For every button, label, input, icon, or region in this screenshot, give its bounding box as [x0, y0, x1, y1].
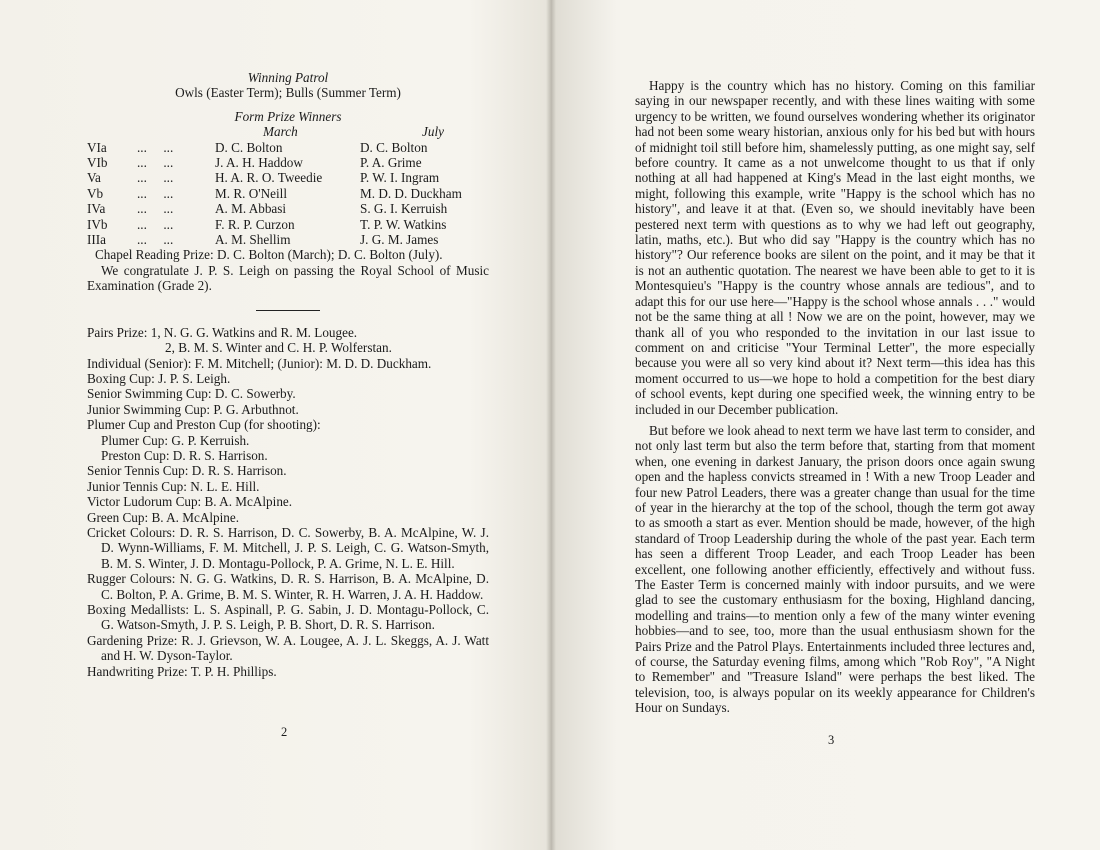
gardening-prize: Gardening Prize: R. J. Grievson, W. A. Lougee, A. J. L. Skeggs, A. J. Watt and H. W. Dyson-Taylor. [87, 632, 489, 664]
dots-cell: ... ... [137, 139, 174, 155]
handwriting-prize: Handwriting Prize: T. P. H. Phillips. [87, 663, 277, 679]
rugger-colours: Rugger Colours: N. G. G. Watkins, D. R. S. Harrison, B. A. McAlpine, D. C. Bolton, P. A. Grime, B. M. S. Winter, R. H. Warren, J. A. H. Haddow. [87, 571, 489, 602]
march-winner: J. A. H. Haddow [215, 155, 303, 171]
plumer-cup: Plumer Cup: G. P. Kerruish. [101, 432, 250, 448]
junior-swimming-cup: Junior Swimming Cup: P. G. Arbuthnot. [87, 401, 299, 417]
dots-cell: ... ... [137, 201, 174, 217]
form-prize-heading: Form Prize Winners [234, 108, 342, 124]
march-winner: F. R. P. Curzon [215, 216, 295, 232]
winning-patrol-heading: Winning Patrol [247, 70, 329, 85]
form-cell: VIb [87, 155, 108, 171]
form-cell: IVa [87, 201, 106, 217]
pairs-prize-line-2: 2, B. M. S. Winter and C. H. P. Wolferstan. [165, 340, 392, 356]
col-july-header: July [422, 124, 444, 140]
dots-cell: ... ... [137, 216, 174, 232]
green-cup: Green Cup: B. A. McAlpine. [87, 509, 240, 525]
paragraph: Happy is the country which has no history. Coming on this familiar saying in our newspaper recently, and with these lines waiting with some urgency to be written, we found ourselves wondering whether its originator had not been some weary historian, anxious only for his bed but with hours of midnight toil still before him, shamelessly putting, as one might say, self before country. It came as a not unwelcome thought to us that if only nothing at all had happened at King's Mead in the last eight months, we might, following this example, write "Happy is the school which has no history", and leave it at that. (Even so, we should inevitably have been pestered next term with questions as to why we had left out geography, latin, maths, etc.). But who did say "Happy is the country which has no history"? Our reference books are silent on the point, and it may be that it is not an authentic quotation. The nearest we have been able to get to it is Montesquieu's "Happy is the country whose annals are tedious", and to adapt this for our use here—"Happy is the school whose annals . . ." would not be the same thing at all ! Now we are on the point, however, may we thank all of you who responded to the invitation in our last issue to comment on and criticise "Your Terminal Letter", the more especially because you were all so very kind about it? Next term—this idea has this moment occurred to us—we hope to hold a competition for the best diary of school events, kept during one specified week, the winning entry to be included in our December publication. [635, 78, 1035, 417]
july-winner: P. W. I. Ingram [360, 170, 440, 186]
boxing-cup: Boxing Cup: J. P. S. Leigh. [87, 370, 231, 386]
page-gutter [546, 0, 556, 850]
july-winner: P. A. Grime [360, 155, 422, 171]
form-cell: IIIa [87, 232, 107, 248]
plumer-preston-heading: Plumer Cup and Preston Cup (for shooting): [87, 417, 321, 433]
march-winner: H. A. R. O. Tweedie [215, 170, 323, 186]
page-number-right: 3 [828, 733, 835, 747]
march-winner: D. C. Bolton [215, 139, 283, 155]
preston-cup: Preston Cup: D. R. S. Harrison. [101, 447, 268, 463]
july-winner: D. C. Bolton [360, 139, 428, 155]
congratulations-note: We congratulate J. P. S. Leigh on passing the Royal School of Music Examination (Grade 2). [87, 262, 489, 294]
boxing-medallists: Boxing Medallists: L. S. Aspinall, P. G. Sabin, J. D. Montagu-Pollock, C. G. Watson-Smyth, J. P. S. Leigh, P. B. Short, D. R. S. Harrison. [87, 602, 489, 633]
col-march-header: March [263, 124, 298, 140]
winning-patrol-text: Owls (Easter Term); Bulls (Summer Term) [175, 85, 401, 101]
victor-ludorum-cup: Victor Ludorum Cup: B. A. McAlpine. [87, 494, 293, 510]
right-page-content [635, 78, 1035, 716]
july-winner: M. D. D. Duckham [360, 185, 462, 201]
dots-cell: ... ... [137, 170, 174, 186]
march-winner: M. R. O'Neill [215, 185, 287, 201]
section-divider [256, 310, 320, 311]
form-cell: IVb [87, 216, 108, 232]
dots-cell: ... ... [137, 155, 174, 171]
cricket-colours: Cricket Colours: D. R. S. Harrison, D. C. Sowerby, B. A. McAlpine, W. J. D. Wynn-Williams, F. M. Mitchell, J. P. S. Leigh, C. G. Watson-Smyth, B. M. S. Winter, J. D. Montagu-Pollock, P. A. Grime, N. L. E. Hill. [87, 524, 489, 571]
july-winner: S. G. I. Kerruish [360, 201, 448, 217]
paragraph: But before we look ahead to next term we have last term to consider, and not only last term but also the term before that, starting from that moment when, one evening in darkest January, the prison doors once again swung open and the hapless convicts streamed in ! With a new Troop Leader and four new Patrol Leaders, there was a greater change than usual for the time of year in the hierarchy at the top of the school, though the term got away to as smooth a start as ever. Mention should be made, however, of the high standard of Troop Leadership during the whole of the past year. Each term has seen a different Troop Leader, and each Troop Leader has been excellent, one following another efficiently, effectively and without fuss. The Easter Term is concerned mainly with indoor pursuits, and we were glad to see the customary enthusiasm for the boxing, Highland dancing, modelling and trains—to mention only a few of the many winter evening hobbies—and to see, too, more than the usual enthusiasm shown for the Pairs Prize and the Patrol Plays. Entertainments included three lectures and, of course, the Saturday evening films, among which "Rob Roy", "A Night to Remember" and "Treasure Island" were perhaps the best liked. The television, too, is always popular on its weekly appearance for Children's Hour on Sundays. [635, 422, 1035, 716]
left-page-content [87, 70, 489, 679]
dots-cell: ... ... [137, 185, 174, 201]
form-cell: VIa [87, 139, 107, 155]
pairs-prize-line-1: Pairs Prize: 1, N. G. G. Watkins and R. M. Lougee. [87, 324, 358, 340]
individual-prize: Individual (Senior): F. M. Mitchell; (Junior): M. D. D. Duckham. [87, 355, 432, 371]
form-cell: Va [87, 170, 101, 186]
march-winner: A. M. Shellim [215, 232, 291, 248]
senior-tennis-cup: Senior Tennis Cup: D. R. S. Harrison. [87, 463, 287, 479]
july-winner: T. P. W. Watkins [360, 216, 447, 232]
chapel-reading-prize: Chapel Reading Prize: D. C. Bolton (March); D. C. Bolton (July). [95, 247, 443, 263]
march-winner: A. M. Abbasi [215, 201, 287, 217]
dots-cell: ... ... [137, 232, 174, 248]
form-prize-table [87, 124, 489, 247]
junior-tennis-cup: Junior Tennis Cup: N. L. E. Hill. [87, 478, 260, 494]
page-number-left: 2 [281, 725, 288, 739]
july-winner: J. G. M. James [360, 232, 439, 248]
senior-swimming-cup: Senior Swimming Cup: D. C. Sowerby. [87, 386, 296, 402]
form-cell: Vb [87, 185, 104, 201]
